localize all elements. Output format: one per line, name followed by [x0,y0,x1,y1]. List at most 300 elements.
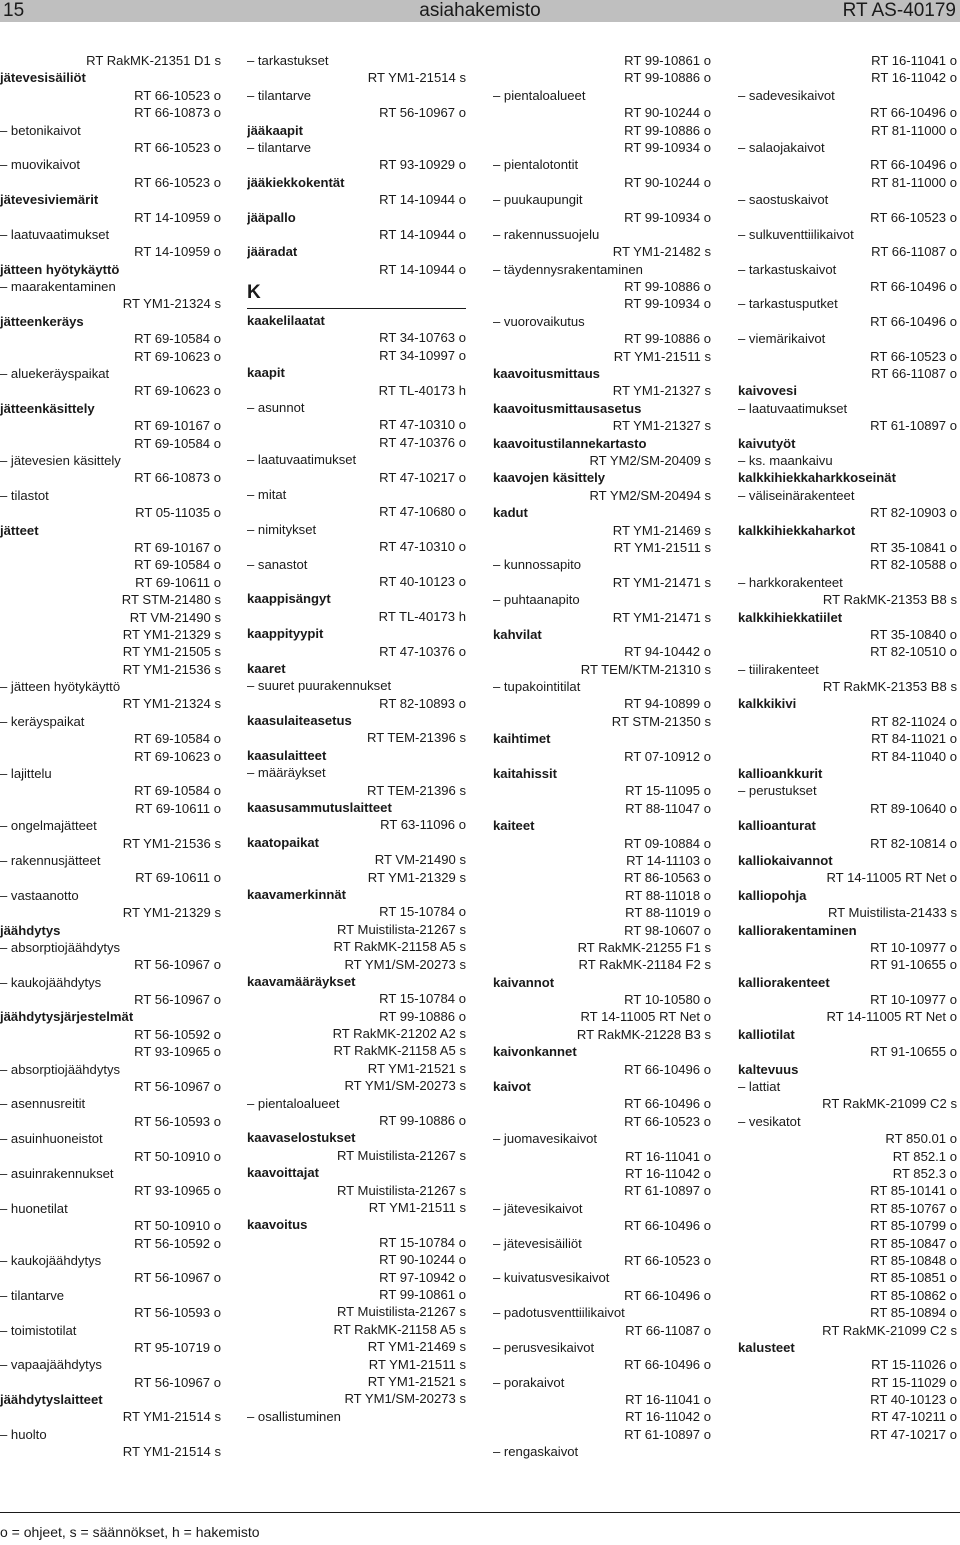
index-reference: RT 15-11026 o [871,1357,957,1373]
index-reference: RT 99-10861 o [624,53,711,68]
index-reference: RT 66-11087 o [871,366,957,382]
index-reference: RT 94-10899 o [624,696,711,712]
index-subterm: – tarkastusputket [738,296,838,312]
index-reference: RT 14-11005 RT Net o [580,1009,711,1025]
index-reference: RT 66-10523 o [624,1113,711,1129]
index-term: kalkkihiekkatiilet [738,609,843,625]
index-reference: RT TL-40173 h [378,608,466,624]
index-reference: RT YM2/SM-20409 s [589,452,711,468]
index-reference: RT RakMK-21099 C2 s [822,1096,957,1112]
index-reference: RT Muistilista-21267 s [336,1182,466,1198]
index-reference: RT 66-10496 o [624,1218,711,1234]
index-subterm: – perustukset [738,783,817,799]
index-reference: RT 14-11103 o [626,852,711,868]
index-term: jäähdytysjärjestelmät [0,1009,134,1025]
index-reference: RT YM1-21521 s [367,1060,466,1076]
index-subterm: – puukaupungit [493,192,583,208]
index-reference: RT 15-10784 o [379,1234,466,1250]
index-reference: RT 50-10910 o [134,1218,221,1234]
index-reference: RT 82-11024 o [871,713,957,729]
index-reference: RT 69-10623 o [134,748,221,764]
index-reference: RT 852.1 o [892,1148,957,1164]
index-reference: RT 85-10894 o [870,1305,957,1321]
index-reference: RT 56-10593 o [134,1305,221,1321]
footer-legend: o = ohjeet, s = säännökset, h = hakemisto [0,1524,260,1540]
index-reference: RT YM1-21536 s [122,835,221,851]
index-reference: RT 81-11000 o [871,122,957,138]
index-reference: RT 91-10655 o [870,957,957,973]
index-term: kaavaselostukset [247,1130,356,1146]
index-reference: RT 95-10719 o [134,1339,221,1355]
index-subterm: – perusvesikaivot [493,1339,595,1355]
index-reference: RT TEM-21396 s [367,730,466,746]
index-reference: RT 14-10944 o [379,261,466,277]
index-reference: RT 10-10977 o [870,992,957,1008]
index-subterm: – kuivatusvesikaivot [493,1270,610,1286]
index-reference: RT YM1-21482 s [612,244,711,260]
index-subterm: – tilantarve [0,1287,65,1303]
index-reference: RT 61-10897 o [624,1426,711,1442]
index-reference: RT 47-10217 o [379,469,466,485]
index-subterm: – pientaloalueet [247,1095,340,1111]
index-subterm: – nimitykset [247,521,317,537]
index-reference: RT 16-11042 o [625,1166,711,1181]
index-term: kaavoitus [247,1217,308,1233]
index-subterm: – tilantarve [247,87,312,103]
index-term: kaavoitusmittausasetus [493,400,642,416]
index-term: kaihtimet [493,731,551,747]
index-reference: RT 94-10442 o [624,644,711,660]
index-reference: RT 99-10886 o [624,279,711,295]
index-term: jääkaapit [247,122,304,138]
index-reference: RT 10-10580 o [624,992,711,1008]
index-reference: RT 56-10967 o [134,1270,221,1286]
index-reference: RT 56-10967 o [134,992,221,1008]
index-reference: RT 14-10944 o [379,192,466,208]
document-code: RT AS-40179 [842,0,956,21]
index-reference: RT YM1-21471 s [612,609,711,625]
index-term: jätteenkäsittely [0,400,95,416]
index-reference: RT 16-11042 o [625,1409,711,1425]
index-subterm: – täydennysrakentaminen [493,261,643,277]
index-reference: RT 47-10217 o [870,1426,957,1442]
index-subterm: – porakaivot [493,1374,565,1390]
index-reference: RT VM-21490 s [374,852,466,868]
index-reference: RT 90-10244 o [624,105,711,121]
footer-divider [0,1512,960,1513]
index-reference: RT 47-10376 o [379,643,466,659]
index-term: jätteet [0,522,39,538]
index-reference: RT YM1-21536 s [122,661,221,677]
index-reference: RT 35-10841 o [870,539,957,555]
index-reference: RT 16-11042 o [871,70,957,86]
index-reference: RT 82-10814 o [870,835,957,851]
index-reference: RT 66-10496 o [624,1061,711,1077]
index-reference: RT 82-10903 o [870,505,957,521]
index-reference: RT 14-11005 RT Net o [826,1009,957,1025]
index-subterm: – kaukojäähdytys [0,974,102,990]
index-reference: RT 50-10910 o [134,1148,221,1164]
index-reference: RT 69-10167 o [134,539,221,555]
index-reference: RT 69-10623 o [134,383,221,399]
index-term: kaappityypit [247,626,324,642]
index-reference: RT 66-10523 o [134,174,221,190]
index-reference: RT 85-10848 o [870,1252,957,1268]
index-column-4 [738,52,957,1502]
index-term: kaivot [493,1079,531,1095]
index-reference: RT 82-10510 o [870,644,957,660]
index-subterm: – sanastot [247,556,308,572]
index-term: kalkkihiekkaharkot [738,522,856,538]
index-term: kalliorakenteet [738,974,830,990]
index-subterm: – jätevesisäiliöt [493,1235,582,1251]
index-subterm: – betonikaivot [0,122,81,138]
index-reference: RT RakMK-21158 A5 s [333,1043,466,1059]
index-term: kaasulaitteet [247,747,327,763]
index-term: kaivutyöt [738,435,796,451]
index-subterm: – jätevesien käsittely [0,452,121,468]
index-reference: RT 56-10592 o [134,1026,221,1042]
index-reference: RT Muistilista-21267 s [336,1147,466,1163]
index-reference: RT 85-10799 o [870,1218,957,1234]
index-reference: RT RakMK-21228 B3 s [576,1026,711,1042]
index-reference: RT VM-21490 s [129,609,221,625]
index-term: jäähdytyslaitteet [0,1392,103,1408]
index-subterm: – saostuskaivot [738,192,829,208]
index-subterm: – vapaajäähdytys [0,1357,102,1373]
index-reference: RT 47-10310 o [379,539,466,555]
index-reference: RT 56-10967 o [134,1079,221,1095]
index-reference: RT YM1-21327 s [612,418,711,434]
index-reference: RT 47-10310 o [379,417,466,433]
index-term: jätevesiviemärit [0,192,99,208]
index-reference: RT YM1-21514 s [122,1409,221,1425]
index-reference: RT 84-11040 o [871,748,957,764]
index-subterm: – juomavesikaivot [493,1131,598,1147]
index-term: kaavoitusmittaus [493,366,600,382]
index-reference: RT 56-10592 o [134,1235,221,1251]
index-subterm: – laatuvaatimukset [0,226,110,242]
index-reference: RT RakMK-21158 A5 s [333,939,466,955]
index-reference: RT 07-10912 o [624,748,711,764]
index-reference: RT 56-10967 o [134,1374,221,1390]
index-reference: RT 66-10496 o [870,279,957,295]
index-reference: RT 69-10584 o [134,783,221,799]
index-reference: RT 69-10584 o [134,331,221,347]
index-reference: RT 47-10211 o [871,1409,957,1425]
index-reference: RT 14-11005 RT Net o [826,870,957,886]
index-term: kaakelilaatat [247,313,325,329]
index-term: kaatopaikat [247,834,320,850]
index-reference: RT 47-10680 o [379,504,466,520]
index-subterm: – tiilirakenteet [738,661,819,677]
index-subterm: – huonetilat [0,1200,68,1216]
index-subterm: – asuinhuoneistot [0,1131,103,1147]
index-subterm: – ongelmajätteet [0,818,97,834]
index-reference: RT 05-11035 o [135,505,221,521]
index-subterm: – vuorovaikutus [493,313,585,329]
index-term: jätteen hyötykäyttö [0,261,120,277]
index-term: kaappisängyt [247,591,331,607]
index-reference: RT YM1-21324 s [122,696,221,712]
index-term: kaivannot [493,974,555,990]
index-reference: RT RakMK-21353 B8 s [822,679,957,695]
index-subterm: – maarakentaminen [0,279,116,295]
index-reference: RT 93-10965 o [134,1183,221,1199]
index-subterm: – rakennussuojelu [493,226,600,242]
index-reference: RT 15-10784 o [379,904,466,920]
index-subterm: – pientaloalueet [493,87,586,103]
index-subterm: – ks. maankaivu [738,452,833,468]
index-term: kaapit [247,365,285,381]
index-subterm: – lattiat [738,1079,781,1095]
index-subterm: – pientalotontit [493,157,579,173]
index-reference: RT STM-21350 s [611,713,711,729]
index-reference: RT 66-10523 o [134,139,221,155]
index-reference: RT 85-10862 o [870,1287,957,1303]
index-term: kalkkikivi [738,696,797,712]
index-subterm: – toimistotilat [0,1322,77,1338]
index-reference: RT YM1-21505 s [122,644,221,660]
index-reference: RT 852.3 o [892,1166,957,1181]
index-reference: RT 88-11019 o [625,905,711,921]
index-reference: RT 89-10640 o [870,800,957,816]
index-reference: RT 99-10934 o [624,139,711,155]
index-reference: RT 85-10767 o [870,1200,957,1216]
index-subterm: – kaukojäähdytys [0,1252,102,1268]
index-reference: RT 66-10523 o [870,348,957,364]
index-reference: RT 66-10523 o [624,1252,711,1268]
index-reference: RT 35-10840 o [870,626,957,642]
index-subterm: – tarkastuskaivot [738,261,837,277]
index-reference: RT 69-10623 o [134,348,221,364]
index-reference: RT YM1-21329 s [122,905,221,921]
index-reference: RT 66-10523 o [134,87,221,103]
index-reference: RT 69-10584 o [134,435,221,451]
index-reference: RT TEM/KTM-21310 s [580,661,711,677]
index-subterm: – tupakointitilat [493,679,581,695]
index-reference: RT 61-10897 o [624,1183,711,1199]
index-reference: RT 66-10496 o [624,1287,711,1303]
index-reference: RT 99-10886 o [624,70,711,86]
index-reference: RT Muistilista-21267 s [336,921,466,937]
index-term: kaivonkannet [493,1044,577,1060]
index-subterm: – sadevesikaivot [738,87,835,103]
index-term: kaavojen käsittely [493,470,606,486]
index-reference: RT YM1/SM-20273 s [344,956,466,972]
index-term: kaiteet [493,818,535,834]
index-reference: RT 99-10934 o [624,296,711,312]
index-term: kalliorakentaminen [738,922,857,938]
index-reference: RT 66-11087 o [625,1322,711,1338]
index-term: kaasusammutuslaitteet [247,800,392,816]
index-reference: RT YM1-21511 s [368,1356,466,1372]
index-reference: RT 16-11041 o [871,53,957,68]
index-term: kahvilat [493,626,542,642]
index-term: jäähdytys [0,922,61,938]
index-term: kallioanturat [738,818,816,834]
index-subterm: – keräyspaikat [0,713,85,729]
index-subterm: – jätevesikaivot [493,1200,583,1216]
index-reference: RT RakMK-21255 F1 s [577,939,711,955]
index-subterm: – muovikaivot [0,157,81,173]
index-subterm: – määräykset [247,765,326,781]
index-subterm: – lajittelu [0,766,52,782]
index-term: kalliotilat [738,1026,795,1042]
index-reference: RT YM1-21471 s [612,574,711,590]
index-term: kalliokaivannot [738,852,833,868]
index-reference: RT 34-10997 o [379,347,466,363]
index-reference: RT 93-10965 o [134,1044,221,1060]
index-subterm: – tilantarve [247,139,312,155]
index-reference: RT Muistilista-21433 s [827,905,957,921]
index-reference: RT 82-10588 o [870,557,957,573]
index-subterm: – aluekeräyspaikat [0,366,110,382]
index-subterm: – asuinrakennukset [0,1166,114,1181]
index-reference: RT 66-10873 o [134,470,221,486]
index-subterm: – jätteen hyötykäyttö [0,679,121,695]
index-reference: RT YM1-21324 s [122,296,221,312]
index-reference: RT 90-10244 o [624,174,711,190]
index-reference: RT 56-10967 o [379,105,466,121]
index-term: kalkkihiekkaharkkoseinät [738,470,896,486]
index-reference: RT 34-10763 o [379,330,466,346]
index-reference: RT YM1-21329 s [122,626,221,642]
index-reference: RT 14-10959 o [134,244,221,260]
index-reference: RT 56-10967 o [134,957,221,973]
index-term: jätevesisäiliöt [0,70,86,86]
index-reference: RT YM1-21511 s [613,348,711,364]
index-reference: RT YM1-21469 s [612,522,711,538]
index-subterm: – suuret puurakennukset [247,678,392,694]
index-reference: RT RakMK-21158 A5 s [333,1321,466,1337]
index-term: kadut [493,505,528,521]
index-term: jääpallo [247,209,296,225]
index-subterm: – salaojakaivot [738,139,825,155]
index-reference: RT 85-10847 o [870,1235,957,1251]
index-subterm: – mitat [247,486,287,502]
index-reference: RT 14-10944 o [379,226,466,242]
index-reference: RT YM2/SM-20494 s [589,487,711,503]
index-reference: RT 66-10873 o [134,105,221,121]
index-reference: RT 15-10784 o [379,991,466,1007]
index-subterm: – väliseinärakenteet [738,487,855,503]
index-reference: RT YM1-21511 s [613,539,711,555]
page-number: 15 [3,0,25,21]
index-subterm: – absorptiojäähdytys [0,939,121,955]
index-reference: RT RakMK-21351 D1 s [86,53,221,68]
index-term: kaitahissit [493,766,558,782]
index-subterm: – laatuvaatimukset [247,452,357,468]
index-subterm: – asennusreitit [0,1096,86,1112]
index-reference: RT YM1-21329 s [367,869,466,885]
index-reference: RT 16-11041 o [625,1148,711,1164]
index-reference: RT 16-11041 o [625,1392,711,1408]
index-reference: RT 82-10893 o [379,695,466,711]
index-subterm: – tarkastukset [247,53,329,68]
index-reference: RT 85-10141 o [870,1183,957,1199]
index-reference: RT RakMK-21353 B8 s [822,592,957,608]
index-reference: RT 98-10607 o [624,922,711,938]
index-reference: RT 99-10861 o [379,1286,466,1302]
index-reference: RT YM1-21514 s [367,70,466,86]
index-reference: RT 09-10884 o [624,835,711,851]
index-reference: RT 15-11095 o [625,783,711,799]
index-reference: RT 61-10897 o [870,418,957,434]
index-subterm: – osallistuminen [247,1408,341,1424]
index-column-1 [0,52,221,1502]
index-reference: RT 90-10244 o [379,1252,466,1268]
index-column-2 [247,52,466,1502]
index-reference: RT 69-10584 o [134,557,221,573]
index-reference: RT 99-10934 o [624,209,711,225]
index-term: kaavamerkinnät [247,886,346,902]
index-subterm: – sulkuventtiilikaivot [738,226,854,242]
index-reference: RT TEM-21396 s [367,782,466,798]
index-subterm: – padotusventtiilikaivot [493,1305,625,1321]
index-reference: RT YM1/SM-20273 s [344,1078,466,1094]
index-subterm: – rengaskaivot [493,1444,579,1460]
index-reference: RT 66-10496 o [870,105,957,121]
index-reference: RT 69-10611 o [135,800,221,816]
index-reference: RT 69-10167 o [134,418,221,434]
index-reference: RT 10-10977 o [870,939,957,955]
index-reference: RT 69-10611 o [135,870,221,886]
index-term: kalliopohja [738,887,807,903]
index-reference: RT 85-10851 o [870,1270,957,1286]
index-subterm: – viemärikaivot [738,331,826,347]
index-reference: RT 69-10611 o [135,574,221,590]
index-reference: RT YM1-21327 s [612,383,711,399]
index-reference: RT 84-11021 o [871,731,957,747]
index-term: kaavoittajat [247,1165,320,1181]
page-title: asiahakemisto [419,0,541,21]
index-reference: RT 88-11047 o [625,800,711,816]
index-reference: RT 56-10593 o [134,1113,221,1129]
index-reference: RT YM1-21511 s [368,1200,466,1215]
index-term: jääkiekkokentät [247,174,345,190]
index-reference: RT 99-10886 o [624,331,711,347]
index-reference: RT 66-10496 o [870,313,957,329]
index-reference: RT 88-11018 o [625,887,711,903]
index-reference: RT 99-10886 o [379,1113,466,1129]
index-reference: RT 66-10496 o [624,1357,711,1373]
index-subterm: – huolto [0,1426,47,1442]
index-subterm: – puhtaanapito [493,592,580,608]
index-subterm: – laatuvaatimukset [738,400,848,416]
index-reference: RT Muistilista-21267 s [336,1304,466,1320]
index-reference: RT 81-11000 o [871,174,957,190]
index-term: kaivovesi [738,383,797,399]
index-reference: RT 66-10496 o [870,157,957,173]
index-reference: RT 69-10584 o [134,731,221,747]
index-term: jääradat [247,244,298,260]
index-term: kalusteet [738,1339,795,1355]
index-reference: RT 66-10523 o [870,209,957,225]
index-reference: RT YM1-21514 s [122,1444,221,1460]
page-header [0,0,960,22]
index-subterm: – vesikatot [738,1113,801,1129]
index-subterm: – harkkorakenteet [738,574,843,590]
index-reference: RT STM-21480 s [121,592,221,608]
index-reference: RT 14-10959 o [134,209,221,225]
index-subterm: – absorptiojäähdytys [0,1061,121,1077]
index-term: kaaret [247,660,286,676]
index-reference: RT 47-10376 o [379,434,466,450]
index-reference: RT 63-11096 o [380,817,466,833]
index-reference: RT YM1-21521 s [367,1373,466,1389]
index-reference: RT 99-10886 o [379,1008,466,1024]
